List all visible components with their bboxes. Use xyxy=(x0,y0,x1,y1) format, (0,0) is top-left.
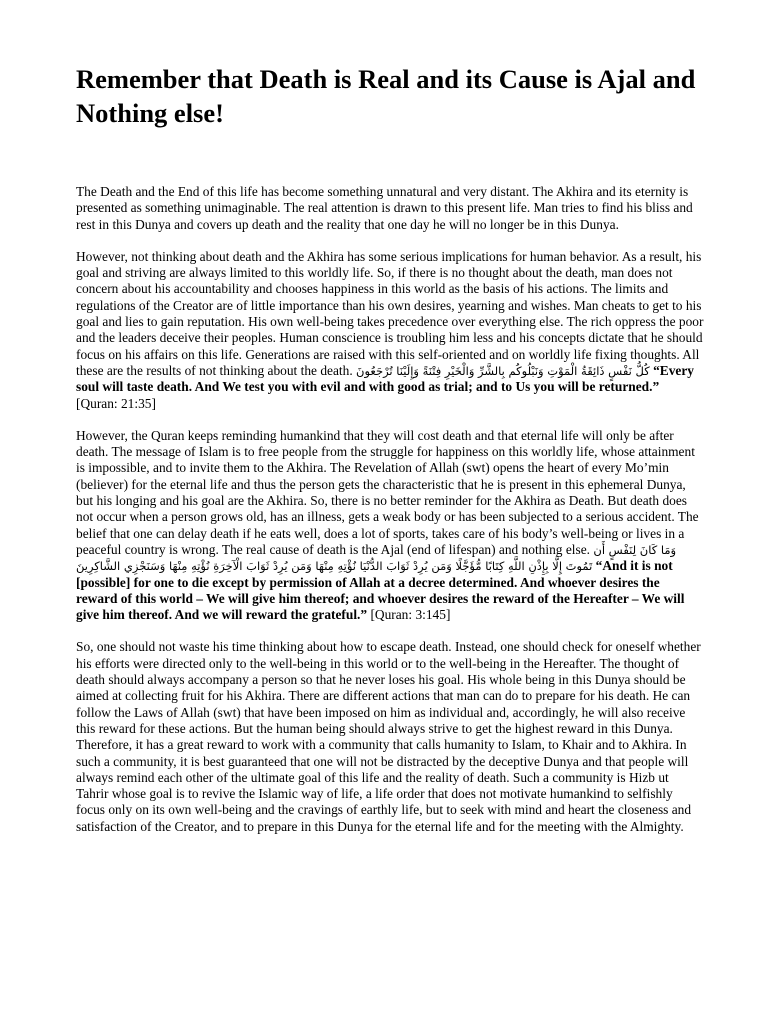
document-title: Remember that Death is Real and its Cause is Ajal and Nothing else! xyxy=(76,64,696,128)
verse-translation-21-35: “Every soul will taste death. And We test you with evil and with good as trial; and to Us you will be returned.” xyxy=(76,362,694,395)
paragraph-3 xyxy=(76,428,704,624)
paragraph-2 xyxy=(76,249,704,412)
verse-reference-3-145: [Quran: 3:145] xyxy=(370,607,451,623)
arabic-verse-21-35: كُلُّ نَفْسٍ ذَائِقَةُ الْمَوْتِ وَنَبْلُوكُم بِالشَّرِّ وَالْخَيْرِ فِتْنَةً وَإِلَيْنَا تُرْجَعُونَ xyxy=(356,363,650,378)
paragraph-3-text: However, the Quran keeps reminding humankind that they will cost death and that eternal life will only be after death. The message of Islam is to free people from the struggle for happiness on this worldly life, whose attainment is impossible, and to invite them to the Akhira. The Revelation of Allah (swt) opens the heart of every Mo’min (believer) for the eternal life and thus the person gets the characteristic that he is present in this ephemeral Dunya, but his longing and his goal are the Akhira. So, there is no better reminder for the Akhira as Death. But death does not occur when a person grows old, has an illness, gets a weak body or has been subjected to a serious accident. The belief that one can delay death if he eats well, does a lot of sports, takes care of his body’s well-being or lives in a peaceful country is wrong. The real cause of death is the Ajal (end of lifespan) and nothing else. xyxy=(76,427,699,557)
verse-translation-3-145: “And it is not [possible] for one to die except by permission of Allah at a decree determined. And whoever desires the reward of this world – We will give him thereof; and whoever desires the reward of the Hereafter – We will give him thereof. And we will reward the grateful.” xyxy=(76,558,685,623)
verse-reference-21-35: [Quran: 21:35] xyxy=(76,395,156,411)
arabic-verse-3-145: وَمَا كَانَ لِنَفْسٍ أَن تَمُوتَ إِلَّا بِإِذْنِ اللَّهِ كِتَابًا مُّؤَجَّلًا وَمَن يُرِدْ ثَوَابَ الدُّنْيَا نُؤْتِهِ مِنْهَا وَمَن يُرِدْ ثَوَابَ الْآخِرَةِ نُؤْتِهِ مِنْهَا وَسَنَجْزِي الشَّاكِرِينَ xyxy=(76,542,677,574)
paragraph-4: So, one should not waste his time thinking about how to escape death. Instead, one should check for oneself whether his efforts were directed only to the well-being in this world or to the well-being in the Hereafter. The thought of death should always accompany a person so that he never loses his goal. His whole being in this Dunya should be aimed at collecting fruit for his Akhira. There are different actions that man can do to prepare for his death. He can follow the Laws of Allah (swt) that have been imposed on him as individual and, accordingly, he will also receive this reward for these actions. But the human being should always strive to get the highest reward in this Dunya. Therefore, it has a great reward to work with a community that calls humanity to Islam, to Khair and to Akhira. In such a community, it is best guaranteed that one will not be distracted by the deceptive Dunya and that people will always remind each other of the ultimate goal of this life and the reality of death. Such a community is Hizb ut Tahrir whose goal is to revive the Islamic way of life, a life order that does not motivate humankind to selfishly focus only on its own well-being and the cravings of earthly life, but to seek with mind and heart the closeness and satisfaction of the Creator, and to prepare in this Dunya for the eternal life and for the meeting with the Almighty. xyxy=(76,639,701,834)
paragraph-1: The Death and the End of this life has become something unnatural and very distant. The Akhira and its eternity is presented as something unimaginable. The real attention is drawn to this present life. Man tries to find his bliss and rest in this Dunya and covers up death and the reality that one day he will no longer be in this Dunya. xyxy=(76,184,693,232)
paragraph-2-text: However, not thinking about death and the Akhira has some serious implications for human behavior. As a result, his goal and striving are always limited to this worldly life. So, if there is no thought about the death, man does not concern about his accountability and chooses happiness in this world as the basis of his actions. The limits and regulations of the Creator are of little importance than his own desires, yearning and wishes. Man cheats to get to his goal and lies to gain reputation. His own well-being takes precedence over everything else. The rich oppress the poor and the leaders deceive their peoples. Human conscience is troubling him less and his concepts dictate that he should focus on his affairs on this life. Generations are raised with this self-oriented and on worldly life fixing thoughts. All these are the results of not thinking about the death. xyxy=(76,248,704,378)
